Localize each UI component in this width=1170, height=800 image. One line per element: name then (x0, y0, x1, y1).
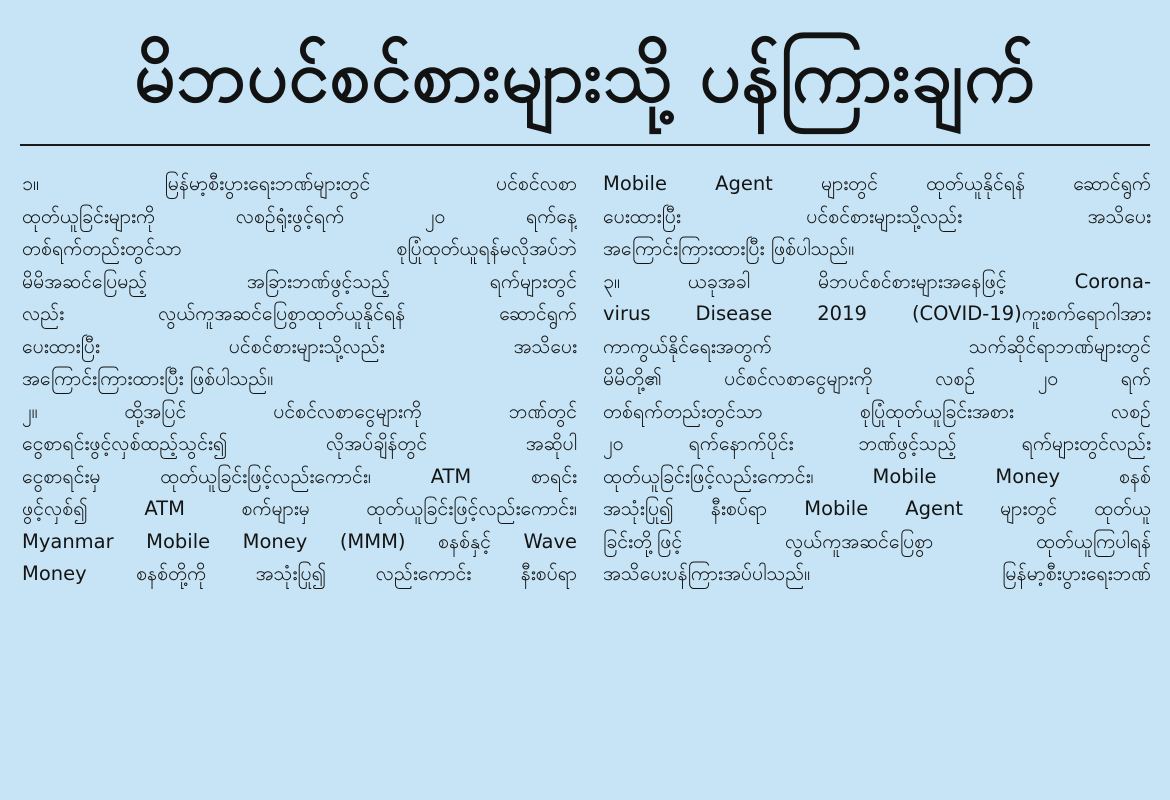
text-line: မိမိအဆင်ပြေမည့် အခြားဘဏ်ဖွင့်သည့် ရက်များတွင် (22, 269, 577, 293)
text-line: လည်း လွယ်ကူအဆင်ပြေစွာထုတ်ယူနိုင်ရန် ဆောင်ရွက် (22, 302, 577, 325)
text-line: Myanmar Mobile Money (MMM) စနစ်နှင့် Wave (22, 529, 577, 553)
text-line: ၃။ ယခုအခါ မိဘပင်စင်စားများအနေဖြင့် Corona- (603, 269, 1151, 293)
text-line: အကြောင်းကြားထားပြီး ဖြစ်ပါသည်။ (603, 237, 855, 260)
text-line: ငွေစာရင်းဖွင့်လှစ်ထည့်သွင်း၍ လိုအပ်ချိန်တွင် အဆိုပါ (22, 432, 577, 455)
text-line: ၁။ မြန်မာ့စီးပွားရေးဘဏ်များတွင် ပင်စင်လစာ (22, 172, 577, 195)
text-line: Mobile Agent များတွင် ထုတ်ယူနိုင်ရန် ဆောင်ရွက် (603, 172, 1151, 195)
text-line: တစ်ရက်တည်းတွင်သာ စုပြုံထုတ်ယူခြင်းအစား လစဉ် (603, 399, 1151, 423)
text-line: ဖွင့်လှစ်၍ ATM စက်များမှ ထုတ်ယူခြင်းဖြင့်လည်းကောင်း၊ (22, 497, 577, 520)
text-line: တစ်ရက်တည်းတွင်သာ စုပြုံထုတ်ယူရန်မလိုအပ်ဘဲ (22, 237, 577, 260)
right-column (603, 168, 1151, 591)
text-line: ပေးထားပြီး ပင်စင်စားများသို့လည်း အသိပေး (603, 204, 1151, 228)
left-column (22, 168, 577, 591)
text-line: ထုတ်ယူခြင်းဖြင့်လည်းကောင်း၊ Mobile Money စနစ် (603, 464, 1151, 488)
text-line: ပေးထားပြီး ပင်စင်စားများသို့လည်း အသိပေး (22, 334, 577, 358)
text-line: ငွေစာရင်းမှ ထုတ်ယူခြင်းဖြင့်လည်းကောင်း၊ ATM စာရင်း (22, 464, 577, 488)
text-line: အသုံးပြု၍ နီးစပ်ရာ Mobile Agent များတွင် ထုတ်ယူ (603, 497, 1151, 520)
title-divider (20, 144, 1150, 146)
text-line: မိမိတို့၏ ပင်စင်လစာငွေများကို လစဉ် ၂၀ ရက် (603, 367, 1151, 390)
text-line: virus Disease 2019 (COVID-19)ကူးစက်ရောဂါအား (603, 302, 1151, 325)
text-line: ကာကွယ်နိုင်ရေးအတွက် သက်ဆိုင်ရာဘဏ်များတွင် (603, 334, 1151, 358)
text-line: အသိပေးပန်ကြားအပ်ပါသည်။ မြန်မာ့စီးပွားရေးဘဏ် (603, 562, 1151, 585)
page-title: မိဘပင်စင်စားများသို့ ပန်ကြားချက် (134, 34, 1036, 118)
text-line: ထုတ်ယူခြင်းများကို လစဉ်ရုံးဖွင့်ရက် ၂၀ ရက်နေ့ (22, 204, 577, 228)
text-line: အကြောင်းကြားထားပြီး ဖြစ်ပါသည်။ (22, 367, 274, 390)
text-line: ၂၀ ရက်နောက်ပိုင်း ဘဏ်ဖွင့်သည့် ရက်များတွင်လည်း (603, 432, 1151, 455)
text-line: Money စနစ်တို့ကို အသုံးပြု၍ လည်းကောင်း နီးစပ်ရာ (22, 562, 577, 585)
text-line: ၂။ ထို့အပြင် ပင်စင်လစာငွေများကို ဘဏ်တွင် (22, 399, 577, 423)
text-line: ခြင်းတို့ဖြင့် လွယ်ကူအဆင်ပြေစွာ ထုတ်ယူကြပါရန် (603, 529, 1151, 553)
